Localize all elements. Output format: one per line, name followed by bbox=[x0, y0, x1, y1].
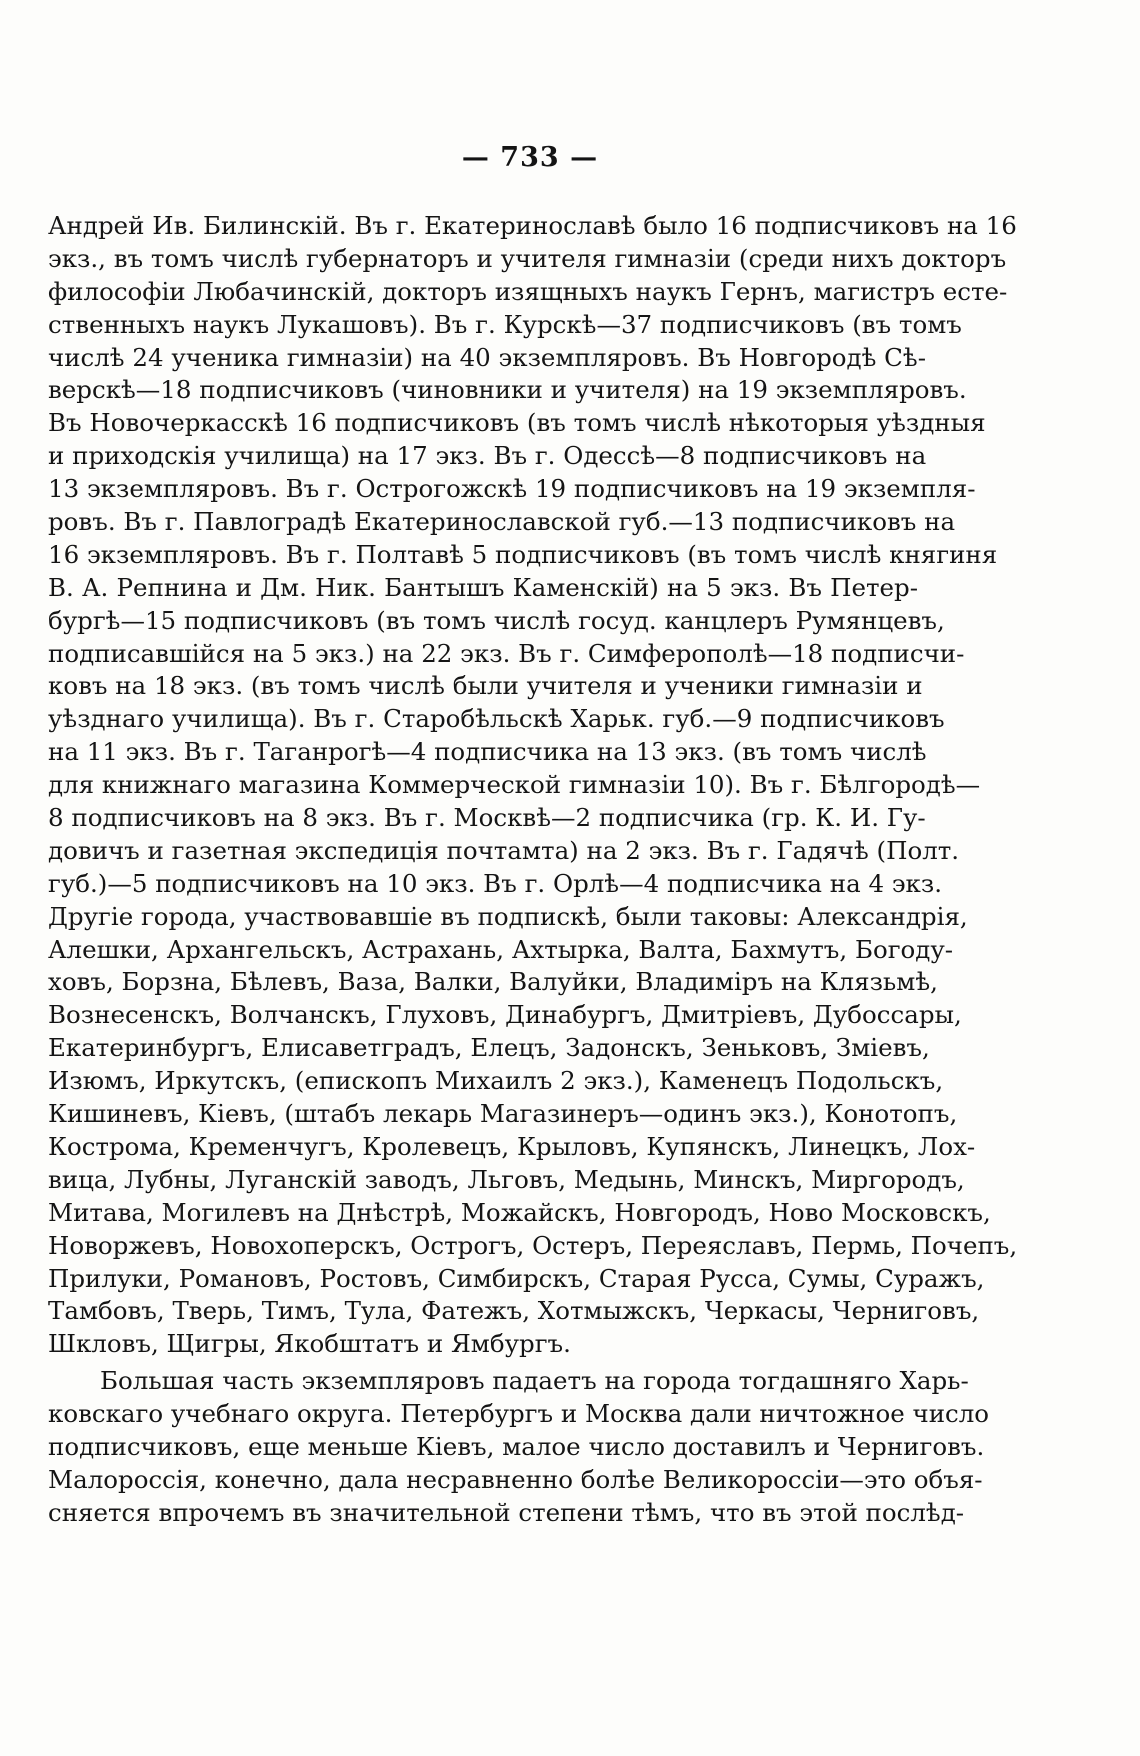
text-line: Кострома, Кременчугъ, Кролевецъ, Крыловъ, Купянскъ, Линецкъ, Лох- bbox=[48, 1131, 976, 1161]
text-line: ковскаго учебнаго округа. Петербургъ и Москва дали ничтожное число bbox=[48, 1399, 990, 1429]
text-line: довичъ и газетная экспедиція почтамта) на 2 экз. Въ г. Гадячѣ (Полт. bbox=[48, 835, 960, 865]
text-line: верскѣ—18 подписчиковъ (чиновники и учителя) на 19 экземпляровъ. bbox=[48, 375, 967, 405]
text-line: вица, Лубны, Луганскій заводъ, Льговъ, Медынь, Минскъ, Миргородъ, bbox=[48, 1164, 965, 1194]
text-line: Алешки, Архангельскъ, Астрахань, Ахтырка, Валта, Бахмутъ, Богоду- bbox=[48, 934, 954, 964]
text-line: Шкловъ, Щигры, Якобштатъ и Ямбургъ. bbox=[48, 1329, 571, 1359]
text-line: ственныхъ наукъ Лукашовъ). Въ г. Курскѣ—37 подписчиковъ (въ томъ bbox=[48, 309, 962, 339]
text-line: Малороссія, конечно, дала несравненно болѣе Великороссіи—это объя- bbox=[48, 1464, 983, 1494]
text-line: Въ Новочеркасскѣ 16 подписчиковъ (въ томъ числѣ нѣкоторыя уѣздныя bbox=[48, 408, 986, 438]
text-line: Другіе города, участвовавшіе въ подпискѣ, были таковы: Александрія, bbox=[48, 901, 968, 931]
paragraph-subscriptions bbox=[48, 210, 1018, 1361]
text-line: на 11 экз. Въ г. Таганрогѣ—4 подписчика на 13 экз. (въ томъ числѣ bbox=[48, 737, 927, 767]
text-line: числѣ 24 ученика гимназіи) на 40 экземпляровъ. Въ Новгородѣ Сѣ- bbox=[48, 342, 926, 372]
text-line: Екатеринбургъ, Елисаветградъ, Елецъ, Задонскъ, Зеньковъ, Зміевъ, bbox=[48, 1033, 930, 1063]
text-line: ховъ, Борзна, Бѣлевъ, Ваза, Валки, Валуйки, Владиміръ на Клязьмѣ, bbox=[48, 967, 938, 997]
text-line: ковъ на 18 экз. (въ томъ числѣ были учителя и ученики гимназіи и bbox=[48, 671, 923, 701]
text-line: ровъ. Въ г. Павлоградѣ Екатеринославской губ.—13 подписчиковъ на bbox=[48, 507, 956, 537]
text-line: для книжнаго магазина Коммерческой гимназіи 10). Въ г. Бѣлгородѣ— bbox=[48, 770, 981, 800]
text-line: Вознесенскъ, Волчанскъ, Глуховъ, Динабургъ, Дмитріевъ, Дубоссары, bbox=[48, 1000, 962, 1030]
text-line: и приходскія училища) на 17 экз. Въ г. Одессѣ—8 подписчиковъ на bbox=[48, 441, 927, 471]
text-line: Прилуки, Романовъ, Ростовъ, Симбирскъ, Старая Русса, Сумы, Суражъ, bbox=[48, 1263, 985, 1293]
text-line: философіи Любачинскій, докторъ изящныхъ наукъ Гернъ, магистръ есте- bbox=[48, 276, 1008, 306]
text-line: Андрей Ив. Билинскій. Въ г. Екатеринославѣ было 16 подписчиковъ на 16 bbox=[48, 211, 1017, 240]
text-line: В. А. Репнина и Дм. Ник. Бантышъ Каменскій) на 5 экз. Въ Петер- bbox=[48, 572, 918, 602]
text-line: 16 экземпляровъ. Въ г. Полтавѣ 5 подписчиковъ (въ томъ числѣ княгиня bbox=[48, 539, 998, 569]
body-text bbox=[48, 210, 1018, 1530]
text-line: губ.)—5 подписчиковъ на 10 экз. Въ г. Орлѣ—4 подписчика на 4 экз. bbox=[48, 868, 943, 898]
paragraph-analysis bbox=[48, 1365, 990, 1529]
text-line: Новоржевъ, Новохоперскъ, Острогъ, Остеръ, Переяславъ, Пермь, Почепъ, bbox=[48, 1230, 1018, 1260]
page-number: — 733 — bbox=[461, 142, 599, 173]
text-line: подписавшійся на 5 экз.) на 22 экз. Въ г. Симферополѣ—18 подписчи- bbox=[48, 638, 965, 668]
text-line: бургѣ—15 подписчиковъ (въ томъ числѣ госуд. канцлеръ Румянцевъ, bbox=[48, 605, 945, 635]
text-line: Тамбовъ, Тверь, Тимъ, Тула, Фатежъ, Хотмыжскъ, Черкасы, Черниговъ, bbox=[48, 1296, 980, 1326]
text-line: Митава, Могилевъ на Днѣстрѣ, Можайскъ, Новгородъ, Ново Московскъ, bbox=[48, 1197, 991, 1227]
text-line: Большая часть экземпляровъ падаетъ на города тогдашняго Харь- bbox=[100, 1366, 969, 1396]
text-line: экз., въ томъ числѣ губернаторъ и учителя гимназіи (среди нихъ докторъ bbox=[48, 243, 1007, 273]
text-line: подписчиковъ, еще меньше Кіевъ, малое число доставилъ и Черниговъ. bbox=[48, 1431, 985, 1461]
text-line: 8 подписчиковъ на 8 экз. Въ г. Москвѣ—2 подписчика (гр. К. И. Гу- bbox=[48, 803, 926, 833]
text-line: сняется впрочемъ въ значительной степени тѣмъ, что въ этой послѣд- bbox=[48, 1497, 965, 1527]
text-line: Кишиневъ, Кіевъ, (штабъ лекарь Магазинеръ—одинъ экз.), Конотопъ, bbox=[48, 1099, 958, 1129]
text-line: 13 экземпляровъ. Въ г. Острогожскѣ 19 подписчиковъ на 19 экземпля- bbox=[48, 474, 976, 504]
text-line: уѣзднаго училища). Въ г. Старобѣльскѣ Харьк. губ.—9 подписчиковъ bbox=[48, 704, 945, 734]
text-line: Изюмъ, Иркутскъ, (епископъ Михаилъ 2 экз.), Каменецъ Подольскъ, bbox=[48, 1066, 944, 1096]
